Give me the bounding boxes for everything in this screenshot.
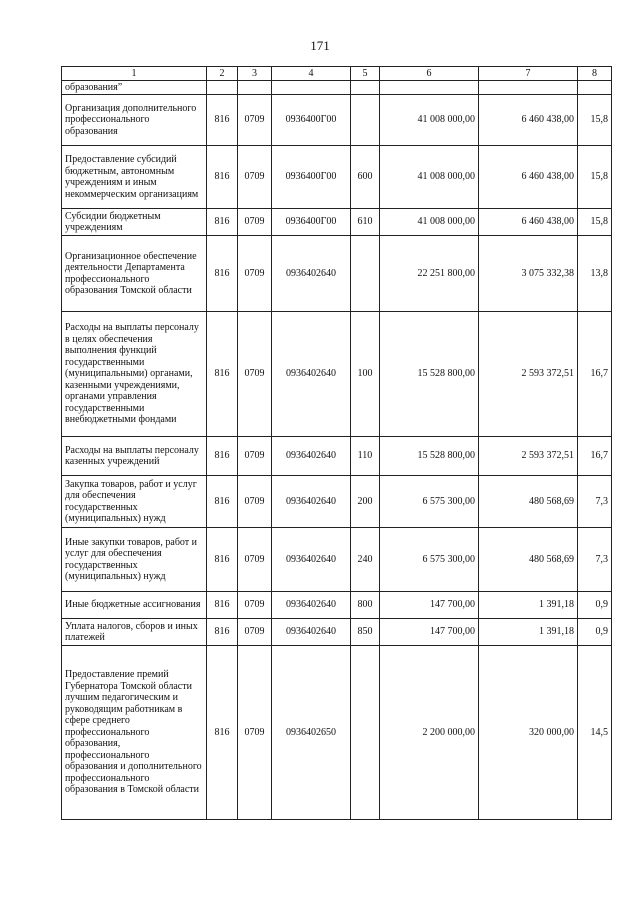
row-name: Предоставление премий Губернатора Томской области лучшим педагогическим и руководящим работникам в сфере среднего профессионального образования, профессионального образования и дополнительного профессионального образования в Томской области <box>62 646 207 820</box>
row-plan: 15 528 800,00 <box>380 312 479 437</box>
row-target: 0936402640 <box>272 592 351 619</box>
table-row <box>62 592 612 619</box>
row-name: Иные закупки товаров, работ и услуг для обеспечения государственных (муниципальных) нужд <box>62 528 207 592</box>
row-target: 0936402640 <box>272 619 351 646</box>
table-row <box>62 619 612 646</box>
row-name: Организация дополнительного профессионального образования <box>62 95 207 146</box>
row-percent: 7,3 <box>578 528 612 592</box>
row-executed: 480 568,69 <box>479 528 578 592</box>
row-plan: 15 528 800,00 <box>380 437 479 476</box>
row-name: Закупка товаров, работ и услуг для обеспечения государственных (муниципальных) нужд <box>62 476 207 528</box>
row-target <box>272 81 351 95</box>
row-plan: 6 575 300,00 <box>380 476 479 528</box>
row-name: Организационное обеспечение деятельности Департамента профессионального образования Томской области <box>62 236 207 312</box>
row-name: Уплата налогов, сборов и иных платежей <box>62 619 207 646</box>
row-admin: 816 <box>207 437 238 476</box>
row-percent: 7,3 <box>578 476 612 528</box>
row-plan: 147 700,00 <box>380 592 479 619</box>
col-header-3: 3 <box>238 67 272 81</box>
table-row <box>62 476 612 528</box>
row-plan: 2 200 000,00 <box>380 646 479 820</box>
col-header-8: 8 <box>578 67 612 81</box>
row-target: 0936402640 <box>272 312 351 437</box>
row-expense-type: 600 <box>351 146 380 209</box>
row-plan: 22 251 800,00 <box>380 236 479 312</box>
table-row <box>62 528 612 592</box>
row-section: 0709 <box>238 437 272 476</box>
row-expense-type <box>351 81 380 95</box>
col-header-4: 4 <box>272 67 351 81</box>
row-expense-type <box>351 236 380 312</box>
table-row <box>62 236 612 312</box>
row-target: 0936402640 <box>272 437 351 476</box>
row-section: 0709 <box>238 476 272 528</box>
row-expense-type: 800 <box>351 592 380 619</box>
row-expense-type: 850 <box>351 619 380 646</box>
row-name: Расходы на выплаты персоналу казенных учреждений <box>62 437 207 476</box>
table-row <box>62 209 612 236</box>
row-expense-type <box>351 95 380 146</box>
row-section: 0709 <box>238 209 272 236</box>
header-row <box>62 67 612 81</box>
row-executed: 320 000,00 <box>479 646 578 820</box>
row-admin: 816 <box>207 312 238 437</box>
table-row <box>62 312 612 437</box>
row-section: 0709 <box>238 592 272 619</box>
row-name: образования” <box>62 81 207 95</box>
row-name: Субсидии бюджетным учреждениям <box>62 209 207 236</box>
row-percent <box>578 81 612 95</box>
row-executed: 3 075 332,38 <box>479 236 578 312</box>
row-section: 0709 <box>238 646 272 820</box>
col-header-5: 5 <box>351 67 380 81</box>
row-executed: 1 391,18 <box>479 619 578 646</box>
row-target: 0936402640 <box>272 236 351 312</box>
row-name: Предоставление субсидий бюджетным, автономным учреждениям и иным некоммерческим организациям <box>62 146 207 209</box>
row-executed: 2 593 372,51 <box>479 312 578 437</box>
row-expense-type <box>351 646 380 820</box>
table-row <box>62 646 612 820</box>
row-percent: 15,8 <box>578 209 612 236</box>
row-executed: 480 568,69 <box>479 476 578 528</box>
row-section <box>238 81 272 95</box>
row-admin: 816 <box>207 236 238 312</box>
row-section: 0709 <box>238 619 272 646</box>
row-plan: 147 700,00 <box>380 619 479 646</box>
row-target: 0936400Г00 <box>272 146 351 209</box>
budget-table <box>61 66 612 820</box>
row-admin <box>207 81 238 95</box>
row-section: 0709 <box>238 528 272 592</box>
table-row <box>62 146 612 209</box>
row-target: 0936402640 <box>272 476 351 528</box>
row-expense-type: 200 <box>351 476 380 528</box>
row-plan: 41 008 000,00 <box>380 95 479 146</box>
table-row <box>62 437 612 476</box>
row-admin: 816 <box>207 528 238 592</box>
row-section: 0709 <box>238 312 272 437</box>
row-admin: 816 <box>207 146 238 209</box>
row-expense-type: 100 <box>351 312 380 437</box>
row-percent: 13,8 <box>578 236 612 312</box>
row-plan: 6 575 300,00 <box>380 528 479 592</box>
row-executed: 2 593 372,51 <box>479 437 578 476</box>
row-target: 0936400Г00 <box>272 95 351 146</box>
row-name: Иные бюджетные ассигнования <box>62 592 207 619</box>
row-executed: 6 460 438,00 <box>479 146 578 209</box>
row-admin: 816 <box>207 476 238 528</box>
row-section: 0709 <box>238 146 272 209</box>
row-admin: 816 <box>207 592 238 619</box>
row-admin: 816 <box>207 619 238 646</box>
table-row <box>62 95 612 146</box>
row-admin: 816 <box>207 646 238 820</box>
col-header-6: 6 <box>380 67 479 81</box>
page-number: 171 <box>310 38 330 53</box>
row-expense-type: 110 <box>351 437 380 476</box>
row-section: 0709 <box>238 95 272 146</box>
row-percent: 15,8 <box>578 146 612 209</box>
row-percent: 0,9 <box>578 592 612 619</box>
row-admin: 816 <box>207 95 238 146</box>
row-plan: 41 008 000,00 <box>380 209 479 236</box>
row-target: 0936402640 <box>272 528 351 592</box>
table-row <box>62 81 612 95</box>
row-section: 0709 <box>238 236 272 312</box>
row-executed: 1 391,18 <box>479 592 578 619</box>
row-executed <box>479 81 578 95</box>
row-percent: 16,7 <box>578 437 612 476</box>
row-percent: 16,7 <box>578 312 612 437</box>
row-expense-type: 610 <box>351 209 380 236</box>
row-percent: 15,8 <box>578 95 612 146</box>
row-expense-type: 240 <box>351 528 380 592</box>
row-target: 0936402650 <box>272 646 351 820</box>
col-header-7: 7 <box>479 67 578 81</box>
row-percent: 14,5 <box>578 646 612 820</box>
col-header-1: 1 <box>62 67 207 81</box>
row-name: Расходы на выплаты персоналу в целях обеспечения выполнения функций государственными (муниципальными) органами, казенными учреждениями, органами управления государственными внебюджетными фондами <box>62 312 207 437</box>
row-plan <box>380 81 479 95</box>
row-admin: 816 <box>207 209 238 236</box>
row-target: 0936400Г00 <box>272 209 351 236</box>
col-header-2: 2 <box>207 67 238 81</box>
row-plan: 41 008 000,00 <box>380 146 479 209</box>
row-executed: 6 460 438,00 <box>479 209 578 236</box>
row-executed: 6 460 438,00 <box>479 95 578 146</box>
row-percent: 0,9 <box>578 619 612 646</box>
